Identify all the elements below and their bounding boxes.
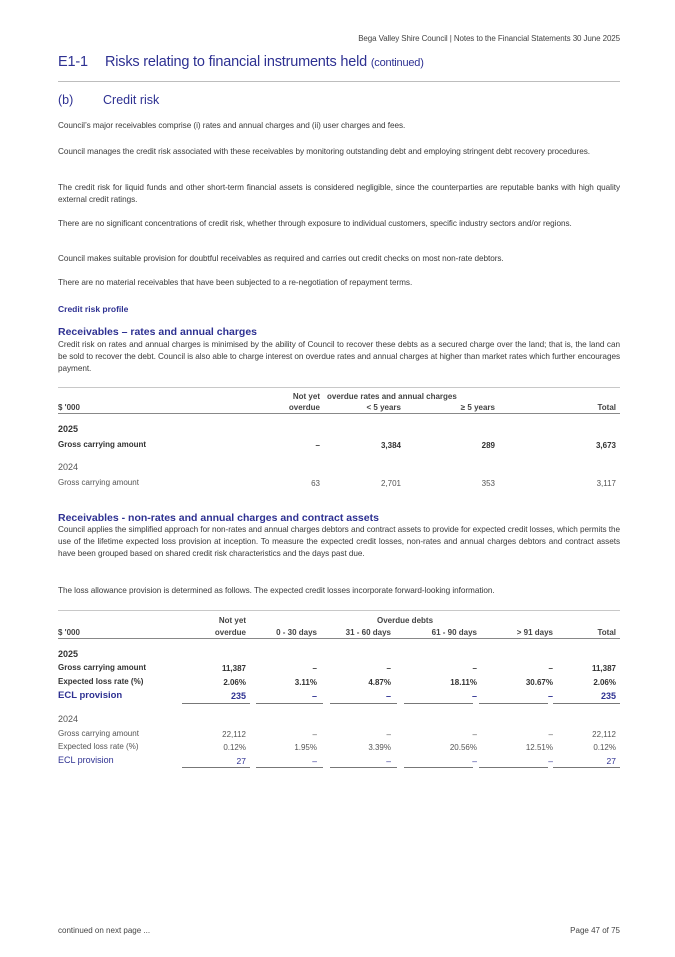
rates-2025-lt5: 3,384 [380,441,401,450]
nonrates-2024-rate-31-60: 3.39% [368,743,391,752]
nonrates-unit-header: $ '000 [58,628,80,637]
nonrates-2024-ecl-not-yet: 27 [236,756,246,766]
nonrates-2024-rate-total: 0.12% [593,743,616,752]
rates-year-2025: 2025 [58,424,79,434]
nonrates-2024-ecl-91: – [548,756,553,766]
rates-section-body: Credit risk on rates and annual charges is minimised by the ability of Council to recover these debts as a secured charge over the land; that is, the land can be sold to recover the debt. Council is also able to charge interest on overdue rates and annual charges at higher than market rates which further encourages payment. [58,340,620,373]
note-title-text: Risks relating to financial instruments held [105,54,367,70]
nonrates-2025-ecl-91: – [547,691,553,701]
nonrates-2025-gross-0-30: – [312,664,317,673]
ecl-2025-underline-1 [182,703,250,704]
nonrates-group-header: Overdue debts [377,616,434,625]
rates-2025-row-label: Gross carrying amount [58,440,147,449]
rates-2025-not-yet: – [315,441,320,450]
rates-header-rule [58,413,620,414]
rates-col-not-yet-line2: overdue [288,403,320,412]
subsection-number: (b) [58,93,74,107]
nonrates-2025-gross-31-60: – [386,664,391,673]
ecl-2025-underline-6 [553,703,620,704]
rates-year-2024: 2024 [58,462,79,472]
rates-col-ge5: ≥ 5 years [460,403,495,412]
nonrates-2024-rate-not-yet: 0.12% [223,743,246,752]
nonrates-col-61-90: 61 - 90 days [431,628,477,637]
nonrates-section-body: Council applies the simplified approach for non-rates and annual charges debtors and contract assets to provide for expected credit losses, which permits the use of the lifetime expected loss provision at inception. To measure the expected credit losses, non-rates and annual charges debtors and contract assets have been grouped based on shared credit risk characteristics and the days past due. [58,525,620,558]
nonrates-2024-rate-91: 12.51% [525,743,553,752]
nonrates-2024-rate-label: Expected loss rate (%) [58,742,139,751]
nonrates-table-top-rule [58,610,620,611]
nonrates-2024-gross-91: – [548,730,553,739]
rates-2024-not-yet: 63 [311,479,320,488]
rates-2024-lt5: 2,701 [380,479,401,488]
ecl-2025-underline-2 [256,703,323,704]
nonrates-year-2025: 2025 [58,649,79,659]
rates-2025-total: 3,673 [595,441,616,450]
rates-2024-total: 3,117 [596,479,616,488]
rates-group-header: overdue rates and annual charges [327,392,457,401]
note-number: E1-1 [58,54,88,70]
nonrates-2025-gross-61-90: – [472,664,477,673]
footer-page-number: Page 47 of 75 [570,926,620,935]
nonrates-2025-ecl-total: 235 [600,691,616,701]
ecl-2024-underline-4 [404,767,473,768]
paragraph-3: The credit risk for liquid funds and other short-term financial assets is considered negligible, since the counterparties are reputable banks with high quality external credit ratings. [58,183,620,204]
rates-col-total: Total [597,403,616,412]
ecl-2025-underline-4 [404,703,473,704]
nonrates-2025-gross-91: – [548,664,553,673]
rates-2024-ge5: 353 [481,479,495,488]
ecl-2024-underline-6 [553,767,620,768]
nonrates-2024-ecl-total: 27 [606,756,616,766]
nonrates-2025-ecl-61-90: – [471,691,477,701]
title-divider [58,81,620,82]
nonrates-2024-gross-not-yet: 22,112 [222,730,246,739]
nonrates-2025-gross-label: Gross carrying amount [58,663,147,672]
nonrates-2025-rate-31-60: 4.87% [368,678,391,687]
nonrates-2025-rate-not-yet: 2.06% [223,678,246,687]
note-continued: (continued) [370,57,424,69]
ecl-2024-underline-5 [479,767,548,768]
rates-2024-row-label: Gross carrying amount [58,478,139,487]
running-header: Bega Valley Shire Council | Notes to the Financial Statements 30 June 2025 [358,34,620,43]
nonrates-col-not-yet-line1: Not yet [218,616,246,625]
rates-col-not-yet-line1: Not yet [292,392,320,401]
nonrates-2024-rate-61-90: 20.56% [449,743,477,752]
credit-risk-profile-label: Credit risk profile [58,304,129,314]
rates-table-top-rule [58,387,620,388]
rates-unit-header: $ '000 [58,403,80,412]
nonrates-col-total: Total [597,628,616,637]
nonrates-year-2024: 2024 [58,714,79,724]
nonrates-2024-rate-0-30: 1.95% [294,743,317,752]
nonrates-2025-gross-not-yet: 11,387 [221,664,246,673]
nonrates-2025-ecl-0-30: – [311,691,317,701]
nonrates-intro: The loss allowance provision is determined as follows. The expected credit losses incorporate forward-looking information. [58,586,495,595]
nonrates-2025-rate-label: Expected loss rate (%) [58,677,144,686]
nonrates-2024-gross-61-90: – [472,730,477,739]
rates-section-heading: Receivables – rates and annual charges [58,326,258,338]
paragraph-6: There are no material receivables that have been subjected to a re-negotiation of repayment terms. [58,278,413,287]
nonrates-2025-rate-61-90: 18.11% [450,678,477,687]
ecl-2024-underline-3 [330,767,397,768]
rates-col-lt5: < 5 years [366,403,401,412]
nonrates-header-rule [58,638,620,639]
subsection-title [58,93,159,107]
nonrates-col-not-yet-line2: overdue [214,628,246,637]
rates-2025-ge5: 289 [481,441,495,450]
ecl-2024-underline-2 [256,767,323,768]
nonrates-2024-gross-total: 22,112 [592,730,616,739]
paragraph-5: Council makes suitable provision for doubtful receivables as required and carries out credit checks on most non-rate debtors. [58,254,504,263]
ecl-2025-underline-5 [479,703,548,704]
nonrates-section-heading: Receivables - non-rates and annual charges and contract assets [58,512,379,524]
note-title [58,54,424,70]
footer-continued: continued on next page ... [58,926,151,935]
ecl-2024-underline-1 [182,767,250,768]
nonrates-2024-ecl-31-60: – [386,756,391,766]
paragraph-4: There are no significant concentrations of credit risk, whether through exposure to individual customers, specific industry sectors and/or regions. [58,219,572,228]
nonrates-2025-rate-91: 30.67% [525,678,553,687]
nonrates-2025-rate-total: 2.06% [593,678,616,687]
nonrates-2025-rate-0-30: 3.11% [294,678,317,687]
nonrates-2024-gross-label: Gross carrying amount [58,729,139,738]
nonrates-2025-ecl-31-60: – [385,691,391,701]
nonrates-col-91: > 91 days [516,628,553,637]
paragraph-1: Council’s major receivables comprise (i) rates and annual charges and (ii) user charges and fees. [58,121,406,130]
nonrates-col-31-60: 31 - 60 days [345,628,391,637]
nonrates-2024-gross-31-60: – [386,730,391,739]
nonrates-2024-ecl-label: ECL provision [58,755,114,765]
paragraph-2: Council manages the credit risk associated with these receivables by monitoring outstanding debt and employing stringent debt recovery procedures. [58,147,591,156]
nonrates-2025-ecl-not-yet: 235 [230,691,246,701]
nonrates-2024-ecl-61-90: – [472,756,477,766]
nonrates-2025-gross-total: 11,387 [591,664,616,673]
nonrates-2025-ecl-label: ECL provision [58,690,123,701]
nonrates-2024-gross-0-30: – [312,730,317,739]
subsection-title-text: Credit risk [103,93,160,107]
nonrates-col-0-30: 0 - 30 days [276,628,317,637]
nonrates-2024-ecl-0-30: – [312,756,317,766]
ecl-2025-underline-3 [330,703,397,704]
